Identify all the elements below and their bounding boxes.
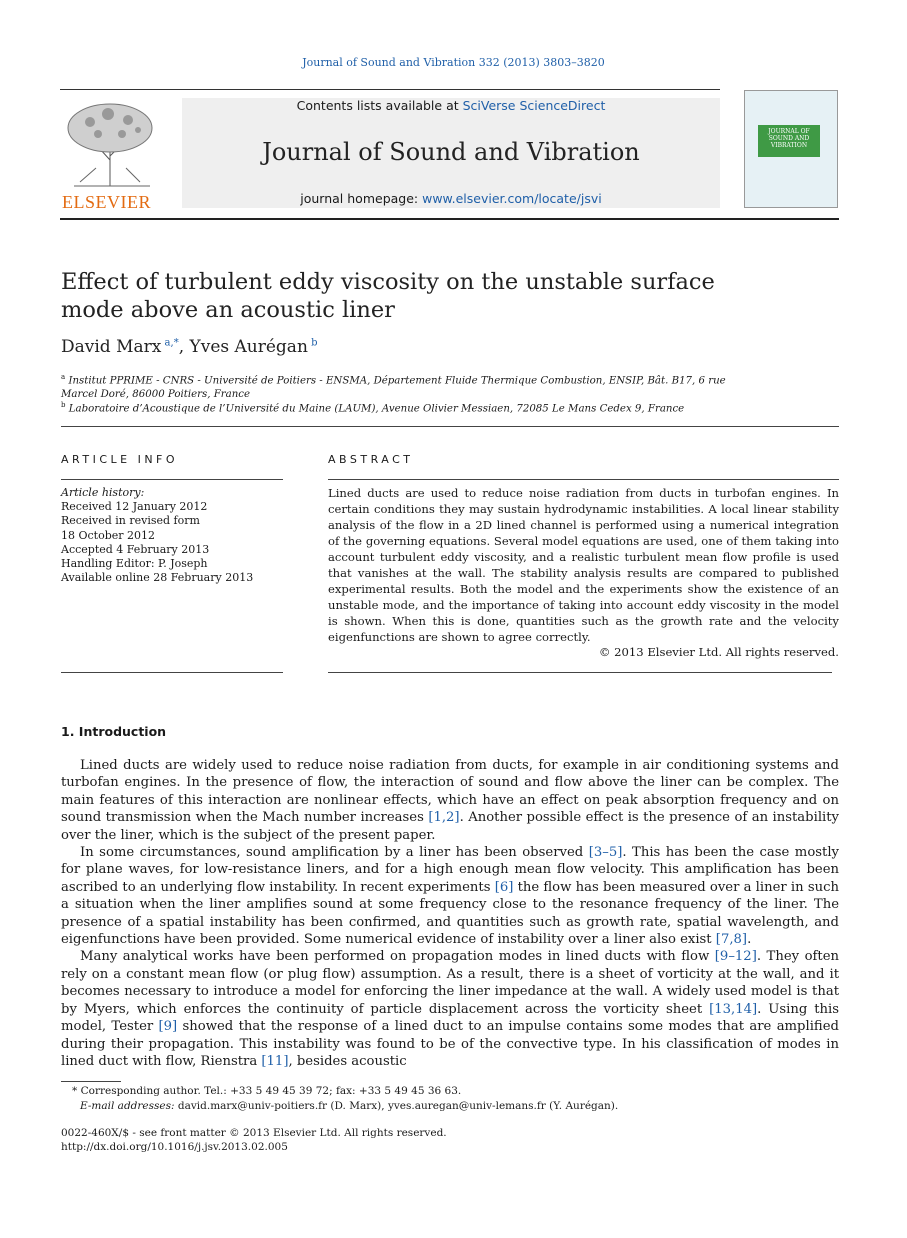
abstract-rule xyxy=(328,479,839,480)
history-label: Article history: xyxy=(61,486,145,499)
citation-link[interactable]: [7,8] xyxy=(715,932,748,948)
author-name: Yves Aurégan xyxy=(189,337,308,357)
abstract-copyright: © 2013 Elsevier Ltd. All rights reserved. xyxy=(598,645,839,659)
citation-link[interactable]: [6] xyxy=(494,879,514,895)
doi-link[interactable]: http://dx.doi.org/10.1016/j.jsv.2013.02.005 xyxy=(61,1141,288,1153)
elsevier-logo-word: ELSEVIER xyxy=(62,192,151,212)
email-label: E-mail addresses: xyxy=(80,1100,175,1112)
header-bottom-rule xyxy=(60,218,839,220)
introduction-heading: 1. Introduction xyxy=(61,724,167,739)
author-list: David Marx $^{a,*}$, Yves Aurégan $^b$ xyxy=(61,337,318,357)
intro-paragraph: Many analytical works have been performed on propagation modes in lined ducts with flow [9–12]. They often rely on a constant mean flow (or plug flow) assumption. As a result, there is a sheet of vorticity at the wall, and it becomes necessary to introduce a model for enforcing the liner impedance at the wall. A widely used model is that by Myers, which enforces the continuity of particle displacement across the vorticity sheet [13,14]. Using this model, Tester [9] showed that the response of a lined duct to an impulse contains some modes that are amplified during their propagation. This instability was found to be of the convective type. In his classification of modes in lined duct with flow, Rienstra [11], besides acoustic xyxy=(61,949,839,1069)
abstract-text: Lined ducts are used to reduce noise radiation from ducts in turbofan engines. In certain conditions they may sustain hydrodynamic instabilities. A local linear stability analysis of the flow in a 2D lined channel is performed using a numerical integration of the governing equations. Several model equations are used, one of them taking into account turbulent eddy viscosity, and a realistic turbulent mean flow profile is used that vanishes at the wall. The stability analysis results are compared to published experimental results. Both the model and the experiments show the existence of an unstable mode, and the importance of taking into account eddy viscosity in the model is shown. When this is done, quantities such as the growth rate and the velocity eigenfunctions are shown to agree correctly. xyxy=(328,486,839,644)
corresponding-author-note: * Corresponding author. Tel.: +33 5 49 45 39 72; fax: +33 5 49 45 36 63. xyxy=(72,1085,462,1097)
affiliation-text: Laboratoire d’Acoustique de l’Université du Maine (LAUM), Avenue Olivier Messiaen, 72085 Le Mans Cedex 9, France xyxy=(68,403,685,415)
homepage-link[interactable]: www.elsevier.com/locate/jsvi xyxy=(422,191,602,206)
author-name: David Marx xyxy=(61,337,162,357)
article-info-bottom-rule xyxy=(61,672,283,673)
author-affiliation-mark[interactable]: a,* xyxy=(164,337,179,349)
footnote-rule xyxy=(61,1081,121,1082)
author-affiliation-mark[interactable]: b xyxy=(311,337,318,349)
email-note xyxy=(80,1099,840,1113)
title-block-rule xyxy=(61,426,839,427)
intro-paragraph: Lined ducts are widely used to reduce noise radiation from ducts, for example in air conditioning systems and turbofan engines. In the presence of flow, the interaction of sound and flow above the liner can be complex. The main features of this interaction are nonlinear effects, which have an effect on peak absorption frequency and on sound transmission when the Mach number increases [1,2]. Another possible effect is the presence of an instability over the liner, which is the subject of the present paper. xyxy=(61,758,840,843)
homepage-line xyxy=(182,191,720,206)
citation-link[interactable]: [9–12] xyxy=(714,949,757,965)
cover-title: JOURNAL OF SOUND AND VIBRATION xyxy=(768,128,810,149)
contents-prefix: Contents lists available at xyxy=(296,98,463,113)
citation-link[interactable]: [3–5] xyxy=(588,845,623,861)
front-matter-line: 0022-460X/$ - see front matter © 2013 Elsevier Ltd. All rights reserved. xyxy=(61,1127,447,1139)
contents-line xyxy=(182,98,720,113)
introduction-body xyxy=(61,757,839,1070)
article-info-rule xyxy=(61,479,283,480)
article-history xyxy=(61,486,291,585)
history-item: Available online 28 February 2013 xyxy=(61,571,254,585)
header-top-rule xyxy=(60,89,720,90)
homepage-prefix: journal homepage: xyxy=(300,191,423,206)
article-title: Effect of turbulent eddy viscosity on the unstable surface mode above an acoustic liner xyxy=(61,269,715,323)
citation-link[interactable]: [11] xyxy=(261,1053,289,1069)
history-item: Received in revised form xyxy=(61,514,200,528)
intro-paragraph: In some circumstances, sound amplification by a liner has been observed [3–5]. This has been the case mostly for plane waves, for low-resistance liners, and for a high enough mean flow velocity. This amplification has been ascribed to an underlying flow instability. In recent experiments [6] the flow has been measured over a liner in such a situation when the liner amplifies sound at some frequency close to the resonance frequency of the liner. The presence of a spatial instability has been confirmed, and quantities such as growth rate, spatial wavelength, and eigenfunctions have been provided. Some numerical evidence of instability over a liner also exist [7,8]. xyxy=(61,845,839,948)
article-info-heading: ARTICLE INFO xyxy=(61,453,179,466)
citation-link[interactable]: [1,2] xyxy=(428,810,460,826)
affiliation-mark: b xyxy=(61,401,66,409)
abstract-bottom-rule xyxy=(328,672,832,673)
affiliation-mark: a xyxy=(61,373,66,381)
history-item: Accepted 4 February 2013 xyxy=(61,542,210,556)
abstract-heading: ABSTRACT xyxy=(328,453,414,466)
citation-link[interactable]: [13,14] xyxy=(709,1001,758,1017)
affiliation-text: Institut PPRIME - CNRS - Université de Poitiers - ENSMA, Département Fluide Thermique Combustion, ENSIP, Bât. B17, 6 rue Marcel Doré, 86000 Poitiers, France xyxy=(61,375,726,401)
history-item: Received 12 January 2012 xyxy=(61,500,208,514)
citation-link[interactable]: [9] xyxy=(158,1019,178,1035)
journal-title: Journal of Sound and Vibration xyxy=(262,138,640,166)
history-item: Handling Editor: P. Joseph xyxy=(61,557,208,571)
email-addresses[interactable]: david.marx@univ-poitiers.fr (D. Marx), yves.auregan@univ-lemans.fr (Y. Aurégan). xyxy=(174,1100,619,1112)
sciencedirect-link[interactable]: SciVerse ScienceDirect xyxy=(462,98,606,113)
history-item: 18 October 2012 xyxy=(61,528,156,542)
affiliation-b xyxy=(61,398,761,416)
journal-reference[interactable]: Journal of Sound and Vibration 332 (2013) 3803–3820 xyxy=(302,56,605,69)
